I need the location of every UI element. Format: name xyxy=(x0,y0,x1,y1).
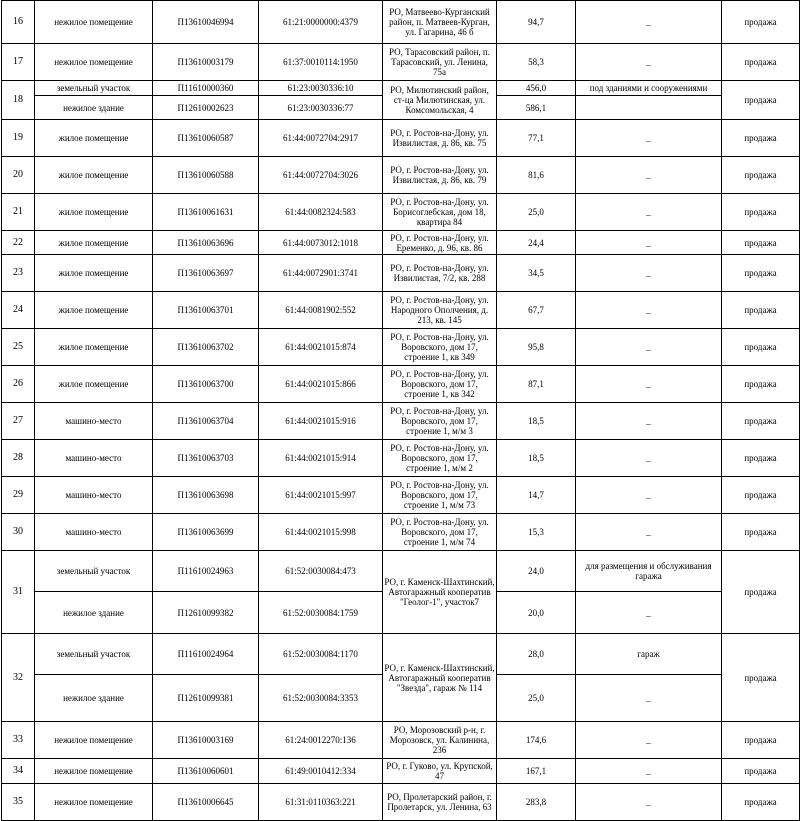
cadastral-number: 61:31:0110363:221 xyxy=(259,784,383,821)
cadastral-number: 61:52:0030084:3353 xyxy=(259,675,383,722)
object-area: 94,7 xyxy=(497,1,576,44)
object-area: 24,4 xyxy=(497,231,576,255)
cadastral-number: 61:44:0072901:3741 xyxy=(259,255,383,292)
object-address: РО, г. Ростов-на-Дону, ул. Борисоглебская, дом 18, квартира 84 xyxy=(383,194,497,231)
object-type: жилое помещение xyxy=(35,120,153,157)
registry-number: П13610063703 xyxy=(153,440,259,477)
table-row xyxy=(2,231,800,255)
object-type: жилое помещение xyxy=(35,194,153,231)
row-number: 17 xyxy=(2,44,35,81)
object-address: РО, Милютинский район, ст-ца Милютинская, ул. Комсомольская, 4 xyxy=(383,81,497,120)
object-area: 14,7 xyxy=(497,477,576,514)
object-address: РО, г. Ростов-на-Дону, ул. Народного Ополчения, д. 213, кв. 145 xyxy=(383,292,497,329)
land-purpose: _ xyxy=(576,477,722,514)
registry-number: П13610060587 xyxy=(153,120,259,157)
object-address: РО, г. Гуково, ул. Крупской, 47 xyxy=(383,759,497,784)
cadastral-number: 61:44:0073012:1018 xyxy=(259,231,383,255)
registry-number: П13610063699 xyxy=(153,514,259,551)
object-type: нежилое помещение xyxy=(35,44,153,81)
object-address: РО, Морозовский р-н, г. Морозовск, ул. Калинина, 236 xyxy=(383,722,497,759)
object-area: 34,5 xyxy=(497,255,576,292)
land-purpose: _ xyxy=(576,440,722,477)
land-purpose: _ xyxy=(576,255,722,292)
object-type: нежилое здание xyxy=(35,592,153,634)
land-purpose: _ xyxy=(576,194,722,231)
table-row xyxy=(2,329,800,366)
registry-number: П11610000360 xyxy=(153,81,259,96)
object-area: 87,1 xyxy=(497,366,576,403)
row-number: 23 xyxy=(2,255,35,292)
table-row xyxy=(2,1,800,44)
table-row xyxy=(2,722,800,759)
object-area: 77,1 xyxy=(497,120,576,157)
object-type: машино-место xyxy=(35,477,153,514)
object-area: 586,1 xyxy=(497,96,576,120)
registry-number: П13610060588 xyxy=(153,157,259,194)
land-purpose: _ xyxy=(576,1,722,44)
cadastral-number: 61:52:0030084:1170 xyxy=(259,634,383,675)
land-purpose: _ xyxy=(576,784,722,821)
object-address: РО, Матвеево-Курганский район, п. Матвеев-Курган, ул. Гагарина, 46 б xyxy=(383,1,497,44)
row-number: 32 xyxy=(2,634,35,722)
row-number: 22 xyxy=(2,231,35,255)
land-purpose: _ xyxy=(576,157,722,194)
row-number: 24 xyxy=(2,292,35,329)
table-row xyxy=(2,366,800,403)
object-address: РО, г. Ростов-на-Дону, ул. Еременко, д. 96, кв. 86 xyxy=(383,231,497,255)
land-purpose: _ xyxy=(576,759,722,784)
table-row xyxy=(2,157,800,194)
table-row xyxy=(2,784,800,821)
registry-number: П11610024963 xyxy=(153,551,259,592)
cadastral-number: 61:24:0012270:136 xyxy=(259,722,383,759)
object-address: РО, г. Ростов-на-Дону, ул. Воровского, дом 17, строение 1, м/м 73 xyxy=(383,477,497,514)
table-row xyxy=(2,759,800,784)
registry-number: П13610061631 xyxy=(153,194,259,231)
land-purpose: _ xyxy=(576,722,722,759)
object-area: 18,5 xyxy=(497,403,576,440)
table-row xyxy=(2,194,800,231)
object-address: РО, г. Ростов-на-Дону, ул. Воровского, дом 17, строение 1, м/м 2 xyxy=(383,440,497,477)
cadastral-number: 61:52:0030084:1759 xyxy=(259,592,383,634)
registry-number: П13610046994 xyxy=(153,1,259,44)
cadastral-number: 61:21:0000000:4379 xyxy=(259,1,383,44)
deal-type: продажа xyxy=(722,722,800,759)
land-purpose: _ xyxy=(576,592,722,634)
object-type: земельный участок xyxy=(35,551,153,592)
land-purpose: гараж xyxy=(576,634,722,675)
deal-type: продажа xyxy=(722,157,800,194)
deal-type: продажа xyxy=(722,1,800,44)
registry-number: П11610024964 xyxy=(153,634,259,675)
registry-number: П13610006645 xyxy=(153,784,259,821)
table-row xyxy=(2,44,800,81)
object-area: 174,6 xyxy=(497,722,576,759)
deal-type: продажа xyxy=(722,477,800,514)
object-address: РО, Пролетарский район, г. Пролетарск, ул. Ленина, 63 xyxy=(383,784,497,821)
land-purpose: _ xyxy=(576,514,722,551)
object-area: 24,0 xyxy=(497,551,576,592)
table-row xyxy=(2,477,800,514)
object-area: 167,1 xyxy=(497,759,576,784)
object-type: машино-место xyxy=(35,514,153,551)
object-type: жилое помещение xyxy=(35,231,153,255)
cadastral-number: 61:44:0021015:997 xyxy=(259,477,383,514)
object-area: 81,6 xyxy=(497,157,576,194)
deal-type: продажа xyxy=(722,634,800,722)
object-area: 95,8 xyxy=(497,329,576,366)
property-table-body xyxy=(2,1,800,821)
object-area: 456,0 xyxy=(497,81,576,96)
cadastral-number: 61:37:0010114:1950 xyxy=(259,44,383,81)
deal-type: продажа xyxy=(722,403,800,440)
registry-number: П13610003179 xyxy=(153,44,259,81)
cadastral-number: 61:49:0010412:334 xyxy=(259,759,383,784)
registry-number: П13610003169 xyxy=(153,722,259,759)
deal-type: продажа xyxy=(722,366,800,403)
row-number: 33 xyxy=(2,722,35,759)
object-type: жилое помещение xyxy=(35,157,153,194)
row-number: 34 xyxy=(2,759,35,784)
deal-type: продажа xyxy=(722,120,800,157)
row-number: 30 xyxy=(2,514,35,551)
registry-number: П13610063704 xyxy=(153,403,259,440)
registry-number: П13610063702 xyxy=(153,329,259,366)
cadastral-number: 61:23:0030336:77 xyxy=(259,96,383,120)
cadastral-number: 61:23:0030336:10 xyxy=(259,81,383,96)
registry-number: П13610063701 xyxy=(153,292,259,329)
row-number: 20 xyxy=(2,157,35,194)
cadastral-number: 61:44:0072704:2917 xyxy=(259,120,383,157)
table-row xyxy=(2,551,800,592)
object-address: РО, г. Ростов-на-Дону, ул. Извилистая, д. 86, кв. 79 xyxy=(383,157,497,194)
cadastral-number: 61:44:0021015:914 xyxy=(259,440,383,477)
object-address: РО, г. Ростов-на-Дону, ул. Извилистая, д. 86, кв. 75 xyxy=(383,120,497,157)
table-row xyxy=(2,81,800,96)
row-number: 21 xyxy=(2,194,35,231)
registry-number: П12610099382 xyxy=(153,592,259,634)
registry-number: П13610063698 xyxy=(153,477,259,514)
object-area: 58,3 xyxy=(497,44,576,81)
deal-type: продажа xyxy=(722,784,800,821)
cadastral-number: 61:44:0021015:866 xyxy=(259,366,383,403)
object-type: земельный участок xyxy=(35,81,153,96)
object-area: 15,3 xyxy=(497,514,576,551)
deal-type: продажа xyxy=(722,329,800,366)
row-number: 26 xyxy=(2,366,35,403)
object-address: РО, г. Каменск-Шахтинский, Автогаражный кооператив "Звезда", гараж № 114 xyxy=(383,634,497,722)
cadastral-number: 61:44:0021015:916 xyxy=(259,403,383,440)
object-type: нежилое помещение xyxy=(35,1,153,44)
object-type: нежилое помещение xyxy=(35,784,153,821)
registry-number: П12610002623 xyxy=(153,96,259,120)
table-row xyxy=(2,440,800,477)
object-area: 20,0 xyxy=(497,592,576,634)
object-area: 25,0 xyxy=(497,675,576,722)
row-number: 16 xyxy=(2,1,35,44)
object-address: РО, Тарасовский район, п. Тарасовский, ул. Ленина, 75а xyxy=(383,44,497,81)
row-number: 28 xyxy=(2,440,35,477)
property-table xyxy=(1,0,800,821)
object-address: РО, г. Каменск-Шахтинский, Автогаражный кооператив "Геолог-1", участок7 xyxy=(383,551,497,634)
row-number: 29 xyxy=(2,477,35,514)
object-area: 25,0 xyxy=(497,194,576,231)
object-type: нежилое помещение xyxy=(35,722,153,759)
object-type: нежилое здание xyxy=(35,96,153,120)
registry-number: П13610060601 xyxy=(153,759,259,784)
cadastral-number: 61:44:0081902:552 xyxy=(259,292,383,329)
table-row xyxy=(2,634,800,675)
row-number: 25 xyxy=(2,329,35,366)
land-purpose: _ xyxy=(576,329,722,366)
land-purpose: _ xyxy=(576,292,722,329)
table-row xyxy=(2,514,800,551)
deal-type: продажа xyxy=(722,194,800,231)
object-area: 67,7 xyxy=(497,292,576,329)
row-number: 27 xyxy=(2,403,35,440)
land-purpose: _ xyxy=(576,231,722,255)
object-type: жилое помещение xyxy=(35,292,153,329)
row-number: 18 xyxy=(2,81,35,120)
deal-type: продажа xyxy=(722,44,800,81)
cadastral-number: 61:44:0021015:874 xyxy=(259,329,383,366)
registry-number: П13610063700 xyxy=(153,366,259,403)
land-purpose: _ xyxy=(576,44,722,81)
row-number: 19 xyxy=(2,120,35,157)
cadastral-number: 61:44:0082324:583 xyxy=(259,194,383,231)
land-purpose: _ xyxy=(576,120,722,157)
deal-type: продажа xyxy=(722,440,800,477)
object-type: машино-место xyxy=(35,403,153,440)
object-type: нежилое помещение xyxy=(35,759,153,784)
deal-type: продажа xyxy=(722,759,800,784)
land-purpose: _ xyxy=(576,675,722,722)
land-purpose: для размещения и обслуживания гаража xyxy=(576,551,722,592)
cadastral-number: 61:44:0072704:3026 xyxy=(259,157,383,194)
object-type: нежилое здание xyxy=(35,675,153,722)
table-row xyxy=(2,292,800,329)
deal-type: продажа xyxy=(722,81,800,120)
cadastral-number: 61:52:0030084:473 xyxy=(259,551,383,592)
object-address: РО, г. Ростов-на-Дону, ул. Извилистая, 7/2, кв. 288 xyxy=(383,255,497,292)
row-number: 35 xyxy=(2,784,35,821)
table-row xyxy=(2,403,800,440)
registry-number: П12610099381 xyxy=(153,675,259,722)
deal-type: продажа xyxy=(722,292,800,329)
object-type: жилое помещение xyxy=(35,329,153,366)
object-type: земельный участок xyxy=(35,634,153,675)
object-type: машино-место xyxy=(35,440,153,477)
registry-number: П13610063696 xyxy=(153,231,259,255)
object-address: РО, г. Ростов-на-Дону, ул. Воровского, дом 17, строение 1, кв 349 xyxy=(383,329,497,366)
registry-number: П13610063697 xyxy=(153,255,259,292)
deal-type: продажа xyxy=(722,231,800,255)
row-number: 31 xyxy=(2,551,35,634)
object-type: жилое помещение xyxy=(35,255,153,292)
object-area: 283,8 xyxy=(497,784,576,821)
table-row xyxy=(2,255,800,292)
deal-type: продажа xyxy=(722,255,800,292)
table-row xyxy=(2,120,800,157)
object-address: РО, г. Ростов-на-Дону, ул. Воровского, дом 17, строение 1, кв 342 xyxy=(383,366,497,403)
object-address: РО, г. Ростов-на-Дону, ул. Воровского, дом 17, строение 1, м/м 74 xyxy=(383,514,497,551)
deal-type: продажа xyxy=(722,551,800,634)
land-purpose: _ xyxy=(576,366,722,403)
land-purpose xyxy=(576,96,722,120)
object-type: жилое помещение xyxy=(35,366,153,403)
cadastral-number: 61:44:0021015:998 xyxy=(259,514,383,551)
object-address: РО, г. Ростов-на-Дону, ул. Воровского, дом 17, строение 1, м/м 3 xyxy=(383,403,497,440)
land-purpose: _ xyxy=(576,403,722,440)
object-area: 18,5 xyxy=(497,440,576,477)
land-purpose: под зданиями и сооружениями xyxy=(576,81,722,96)
deal-type: продажа xyxy=(722,514,800,551)
object-area: 28,0 xyxy=(497,634,576,675)
